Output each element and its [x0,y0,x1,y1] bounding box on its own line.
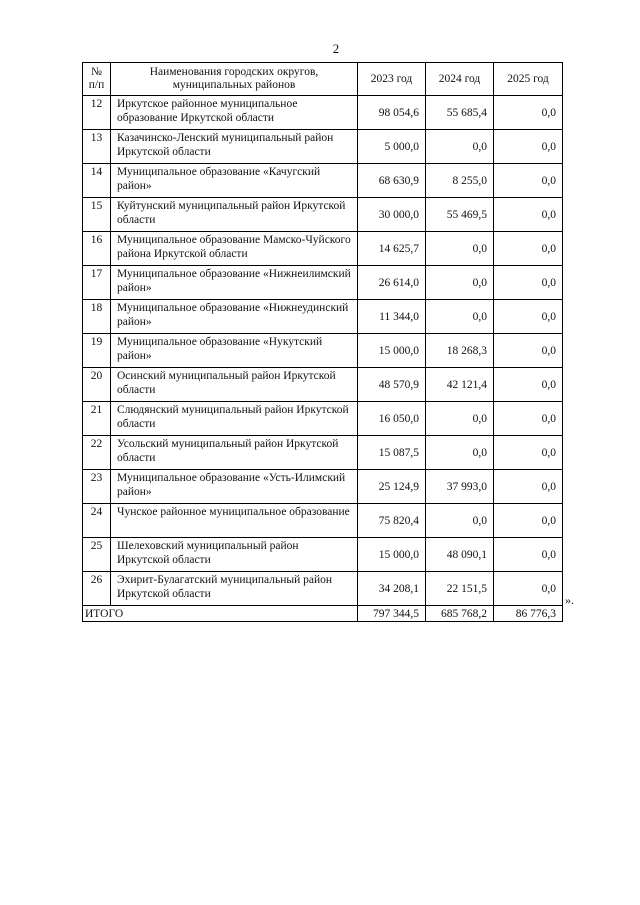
cell-2024: 0,0 [426,402,494,436]
cell-2023: 14 625,7 [358,232,426,266]
cell-2025: 0,0 [494,538,563,572]
table-row [83,232,563,266]
table-row [83,538,563,572]
cell-2025: 0,0 [494,232,563,266]
table-row [83,130,563,164]
cell-num: 25 [83,538,111,572]
cell-name: Эхирит-Булагатский муниципальный район Иркутской области [111,572,358,606]
table-row [83,266,563,300]
cell-2024: 42 121,4 [426,368,494,402]
cell-2023: 15 087,5 [358,436,426,470]
cell-2025: 0,0 [494,402,563,436]
cell-2025: 0,0 [494,96,563,130]
table-row [83,470,563,504]
cell-2024: 0,0 [426,300,494,334]
cell-2024: 0,0 [426,436,494,470]
cell-name: Муниципальное образование «Нукутский район» [111,334,358,368]
cell-2023: 68 630,9 [358,164,426,198]
total-2024: 685 768,2 [426,606,494,622]
total-2023: 797 344,5 [358,606,426,622]
cell-name: Осинский муниципальный район Иркутской области [111,368,358,402]
cell-2024: 0,0 [426,266,494,300]
cell-2024: 48 090,1 [426,538,494,572]
table-row [83,198,563,232]
cell-num: 18 [83,300,111,334]
table-row [83,572,563,606]
header-2024: 2024 год [426,63,494,96]
cell-name: Муниципальное образование «Нижнеудинский район» [111,300,358,334]
page-number: 2 [332,41,340,56]
table-row [83,334,563,368]
closing-quote-mark: ». [565,593,574,607]
table-row [83,300,563,334]
table-row [83,504,563,538]
header-2025: 2025 год [494,63,563,96]
cell-2025: 0,0 [494,572,563,606]
cell-2025: 0,0 [494,164,563,198]
header-row [83,63,563,96]
cell-2023: 25 124,9 [358,470,426,504]
cell-2023: 30 000,0 [358,198,426,232]
budget-table [82,62,563,622]
cell-num: 17 [83,266,111,300]
cell-2023: 34 208,1 [358,572,426,606]
table-row [83,436,563,470]
cell-num: 12 [83,96,111,130]
cell-2025: 0,0 [494,436,563,470]
total-label: ИТОГО [83,606,358,622]
cell-2025: 0,0 [494,198,563,232]
cell-num: 21 [83,402,111,436]
table-row [83,368,563,402]
cell-2024: 37 993,0 [426,470,494,504]
cell-2023: 26 614,0 [358,266,426,300]
cell-num: 23 [83,470,111,504]
cell-2023: 15 000,0 [358,538,426,572]
cell-2024: 55 469,5 [426,198,494,232]
cell-2023: 15 000,0 [358,334,426,368]
cell-2024: 0,0 [426,232,494,266]
cell-2023: 48 570,9 [358,368,426,402]
cell-name: Слюдянский муниципальный район Иркутской области [111,402,358,436]
cell-num: 22 [83,436,111,470]
cell-2023: 75 820,4 [358,504,426,538]
table-footer [83,606,563,622]
cell-num: 15 [83,198,111,232]
cell-name: Шелеховский муниципальный район Иркутской области [111,538,358,572]
cell-name: Муниципальное образование «Нижнеилимский район» [111,266,358,300]
table-row [83,96,563,130]
table-row [83,402,563,436]
cell-2024: 8 255,0 [426,164,494,198]
cell-num: 19 [83,334,111,368]
cell-2024: 0,0 [426,504,494,538]
cell-name: Усольский муниципальный район Иркутской области [111,436,358,470]
table-body [83,96,563,606]
total-2025: 86 776,3 [494,606,563,622]
cell-num: 26 [83,572,111,606]
cell-num: 14 [83,164,111,198]
cell-2025: 0,0 [494,504,563,538]
cell-num: 24 [83,504,111,538]
cell-num: 16 [83,232,111,266]
cell-2025: 0,0 [494,130,563,164]
cell-2023: 98 054,6 [358,96,426,130]
cell-name: Муниципальное образование «Качугский район» [111,164,358,198]
table-row [83,164,563,198]
cell-name: Казачинско-Ленский муниципальный район Иркутской области [111,130,358,164]
cell-name: Иркутское районное муниципальное образование Иркутской области [111,96,358,130]
cell-2025: 0,0 [494,266,563,300]
header-num: № п/п [83,63,111,96]
cell-2024: 0,0 [426,130,494,164]
table-header [83,63,563,96]
cell-2023: 11 344,0 [358,300,426,334]
header-2023: 2023 год [358,63,426,96]
cell-name: Муниципальное образование Мамско-Чуйского района Иркутской области [111,232,358,266]
cell-2025: 0,0 [494,300,563,334]
total-row [83,606,563,622]
header-name: Наименования городских округов, муниципальных районов [111,63,358,96]
cell-2024: 18 268,3 [426,334,494,368]
cell-2025: 0,0 [494,334,563,368]
cell-name: Чунское районное муниципальное образование [111,504,358,538]
cell-2024: 55 685,4 [426,96,494,130]
cell-2024: 22 151,5 [426,572,494,606]
cell-name: Муниципальное образование «Усть-Илимский район» [111,470,358,504]
cell-2025: 0,0 [494,368,563,402]
cell-num: 13 [83,130,111,164]
cell-num: 20 [83,368,111,402]
cell-2023: 5 000,0 [358,130,426,164]
cell-2023: 16 050,0 [358,402,426,436]
cell-name: Куйтунский муниципальный район Иркутской области [111,198,358,232]
cell-2025: 0,0 [494,470,563,504]
